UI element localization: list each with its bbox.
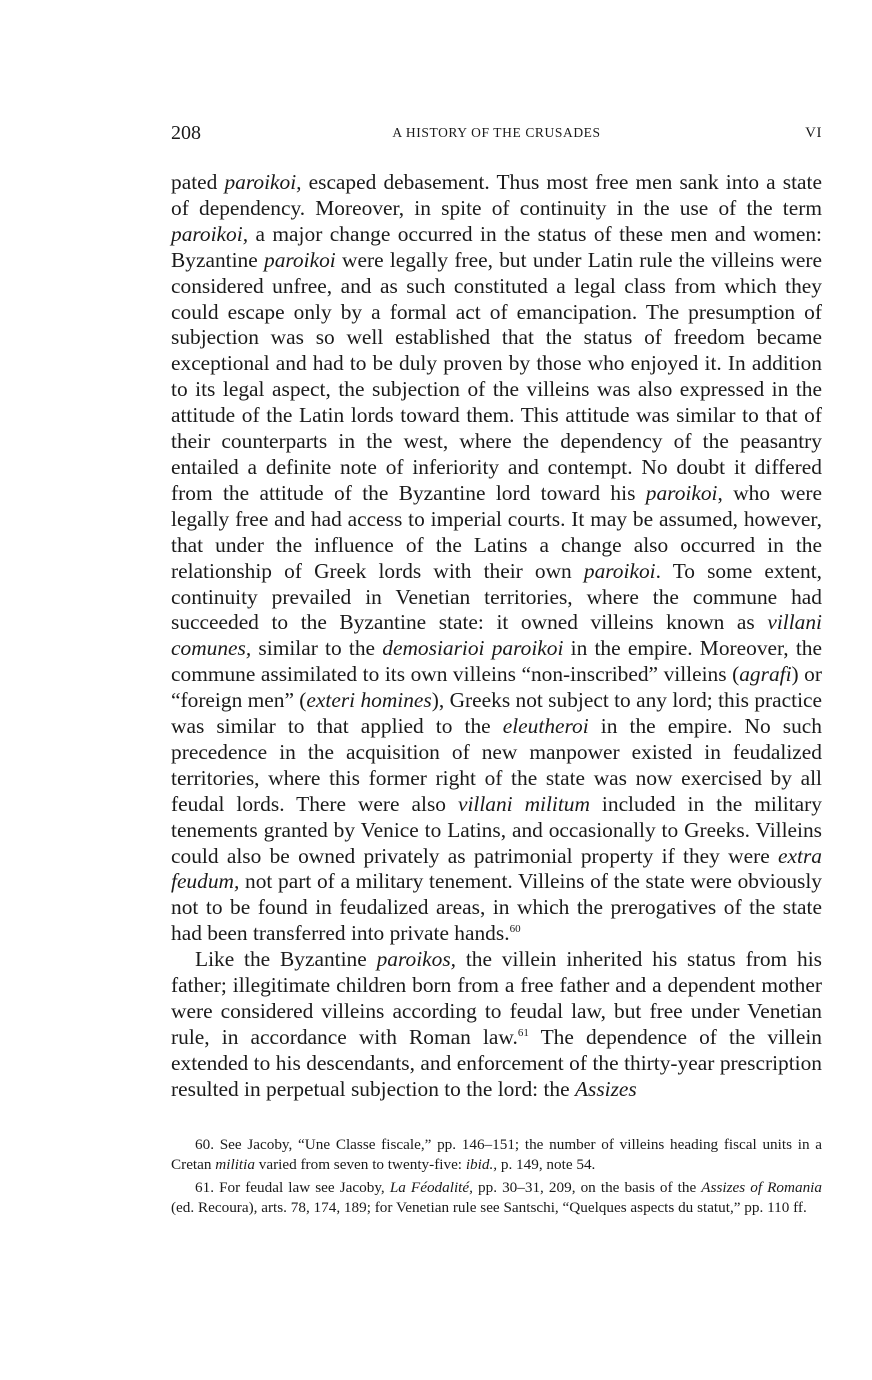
paragraph: pated paroikoi, escaped debasement. Thus most free men sank into a state of dependency. Moreover, in spite of continuity in the use of the term paroikoi, a major change occurred in the status of these men and women: Byzantine paroikoi were legally free, but under Latin rule the villeins were considered unfree, and as such constituted a legal class from which they could escape only by a formal act of emancipation. The presumption of subjection was so well established that the status of freedom became exceptional and had to be duly proven by those who enjoyed it. In addition to its legal aspect, the subjection of the villeins was also expressed in the attitude of the Latin lords toward them. This attitude was similar to that of their counterparts in the west, where the dependency of the peasantry entailed a definite note of inferiority and contempt. No doubt it differed from the attitude of the Byzantine lord toward his paroikoi, who were legally free and had access to imperial courts. It may be assumed, however, that under the influence of the Latins a change also occurred in the relationship of Greek lords with their own paroikoi. To some extent, continuity prevailed in Venetian territories, where the commune had succeeded to the Byzantine state: it owned villeins known as villani comunes, similar to the demosiarioi paroikoi in the empire. Moreover, the commune assimilated to its own villeins “non-inscribed” villeins (agrafi) or “foreign men” (exteri homines), Greeks not subject to any lord; this practice was similar to that applied to the eleutheroi in the empire. No such precedence in the acquisition of new manpower existed in feudalized territories, where this former right of the state was now exercised by all feudal lords. There were also villani militum included in the military tenements granted by Venice to Latins, and occasionally to Greeks. Villeins could also be owned privately as patrimonial property if they were extra feudum, not part of a military tenement. Villeins of the state were obviously not to be found in feudalized areas, in which the prerogatives of the state had been transferred into private hands.$^{60}$ — [171, 170, 823, 946]
italic-term: La Féodalité, — [389, 1178, 473, 1196]
italic-term: paroikoi — [583, 558, 656, 583]
footnote: 61. For feudal law see Jacoby, La Féodalité, pp. 30–31, 209, on the basis of the Assizes of Romania (ed. Recoura), arts. 78, 174, 189; for Venetian rule see Santschi, “Quelques aspects du statut,” pp. 110 ff. — [171, 1178, 822, 1217]
italic-term: eleutheroi — [502, 714, 589, 739]
italic-term: ibid., — [465, 1156, 498, 1174]
footnotes — [171, 1135, 822, 1219]
footnote: 60. See Jacoby, “Une Classe fiscale,” pp. 146–151; the number of villeins heading fiscal units in a Cretan militia varied from seven to twenty-five: ibid., p. 149, note 54. — [171, 1135, 822, 1174]
italic-term: paroikos, — [376, 947, 457, 972]
italic-term: Assizes of Romania — [701, 1178, 822, 1196]
italic-term: exteri homines — [306, 688, 432, 713]
volume-number: VI — [805, 125, 822, 141]
italic-term: paroikoi — [645, 480, 718, 505]
italic-term: militia — [215, 1156, 255, 1174]
italic-term: Assizes — [574, 1076, 637, 1101]
italic-term: villani comunes, — [171, 610, 822, 661]
italic-term: extra feudum, — [171, 843, 822, 894]
running-head-title: A HISTORY OF THE CRUSADES — [392, 125, 601, 140]
italic-term: demosiarioi paroikoi — [382, 636, 564, 661]
footnote-ref: 61 — [517, 1026, 529, 1039]
running-head — [171, 118, 822, 148]
italic-term: paroikoi, — [171, 221, 249, 246]
page-number: 208 — [171, 122, 201, 144]
italic-term: paroikoi, — [224, 170, 302, 194]
body-text — [171, 170, 822, 1103]
footnote-ref: 60 — [509, 923, 521, 936]
italic-term: villani militum — [457, 791, 590, 816]
book-page — [171, 118, 822, 1221]
italic-term: agrafi — [739, 662, 792, 687]
italic-term: paroikoi — [264, 247, 336, 272]
paragraph: Like the Byzantine paroikos, the villein inherited his status from his father; illegitimate children born from a free father and a dependent mother were considered villeins according to feudal law, but free under Venetian rule, in accordance with Roman law.$^{61}$ The dependence of the villein extended to his descendants, and enforcement of the thirty-year prescription resulted in perpetual subjection to the lord: the Assizes — [171, 947, 822, 1101]
